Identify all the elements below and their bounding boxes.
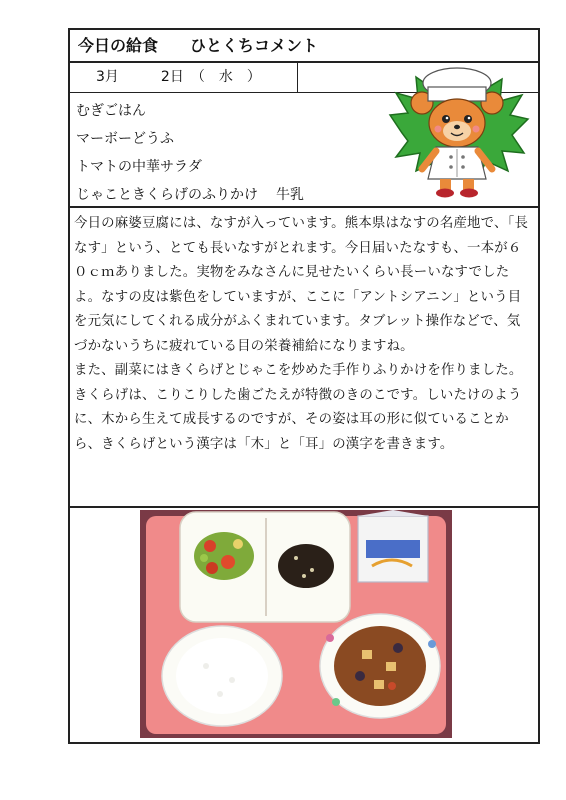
date-month-unit: 月 <box>104 69 119 85</box>
comment-section <box>70 208 538 508</box>
date-weekday: 水 <box>218 69 233 85</box>
menu-item-furikake-row <box>76 181 304 209</box>
photo-section <box>70 508 538 742</box>
school-lunch-photo <box>140 510 452 738</box>
comment-paragraph-1: 今日の麻婆豆腐には、なすが入っています。熊本県はなすの名産地で、「長なす」という、とても長いなすがとれます。今日届いたなすも、一本が６０ｃｍありました。実物をみなさんに見せたいくらい長ーいなすでしたよ。なすの皮は紫色をしていますが、ここに「アントシアニン」という目を元気にしてくれる成分がふくまれています。タブレット操作などで、気づかないうちに疲れている目の栄養補給になりますね。 <box>74 216 529 354</box>
comment-body <box>74 212 534 457</box>
menu-item-milk: 牛乳 <box>276 187 304 203</box>
menu-item-mapo-tofu: マーボーどうふ <box>76 131 174 147</box>
menu-item-furikake: じゃこときくらげのふりかけ <box>76 187 258 203</box>
date-day: 2 <box>160 69 170 85</box>
date-month: 3 <box>96 69 105 85</box>
mascot-chef-illustration <box>382 63 532 203</box>
date-day-unit: 日 <box>169 69 184 85</box>
menu-section <box>70 93 538 208</box>
comment-paragraph-2: また、副菜にはきくらげとじゃこを炒めた手作りふりかけを作りました。きくらげは、こりこりした歯ごたえが特徴のきのこです。しいたけのように、木から生えて成長するのですが、その姿は耳の形に似ていることから、きくらげという漢字は「木」と「耳」の漢字を書きます。 <box>74 363 523 452</box>
menu-item-salad: トマトの中華サラダ <box>76 159 202 175</box>
menu-list <box>76 97 304 209</box>
menu-item-rice: むぎごはん <box>76 103 146 119</box>
page-title: 今日の給食 ひとくちコメント <box>70 30 538 63</box>
date-cell: 3月 2日 （ 水 ） <box>70 63 298 92</box>
lunch-comment-sheet <box>68 28 540 744</box>
